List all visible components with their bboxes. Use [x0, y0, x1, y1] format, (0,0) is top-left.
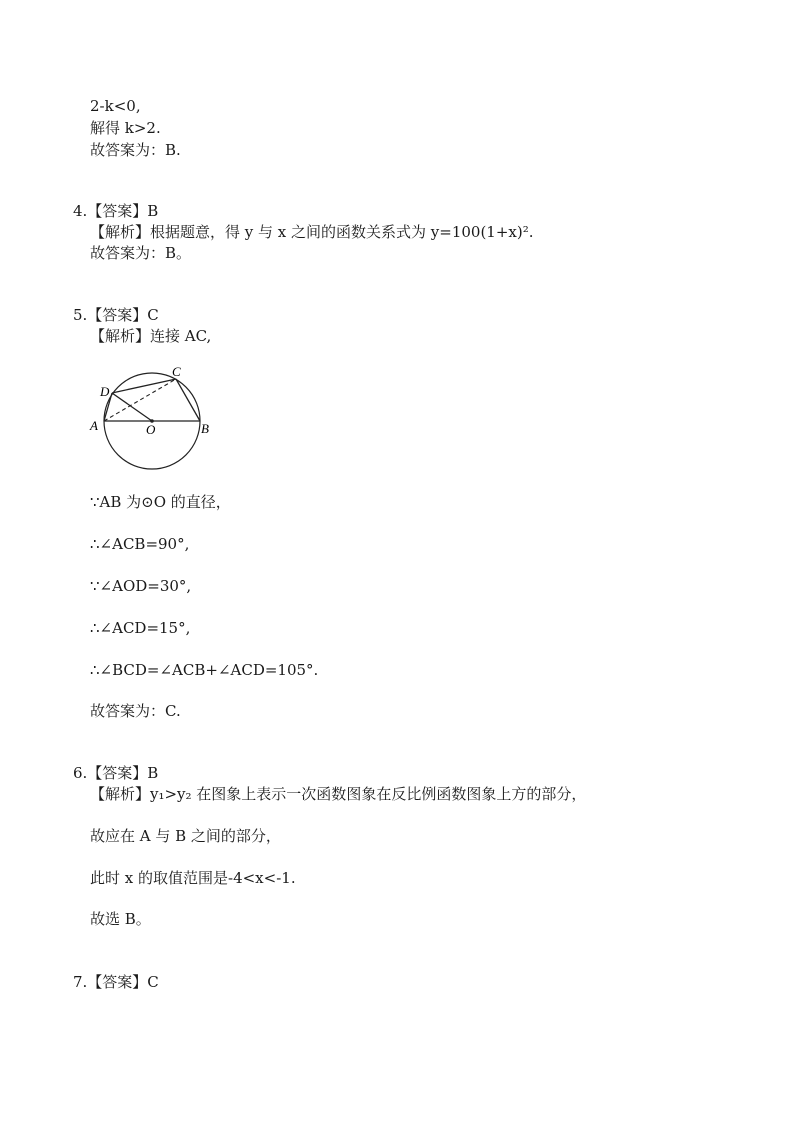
- svg-text:D: D: [100, 384, 110, 399]
- circle-geometry-diagram: [85, 360, 225, 484]
- svg-text:B: B: [201, 421, 209, 436]
- text-line: 故选 B。: [90, 910, 151, 928]
- svg-text:A: A: [90, 418, 98, 433]
- text-line: 5.【答案】C: [73, 306, 159, 324]
- text-line: 2-k<0,: [90, 97, 141, 115]
- text-line: 解得 k>2.: [90, 119, 161, 137]
- text-line: 【解析】根据题意，得 y 与 x 之间的函数关系式为 y=100(1+x)².: [90, 223, 534, 241]
- text-line: 6.【答案】B: [73, 764, 159, 782]
- text-line: ∴∠ACD=15°,: [90, 619, 191, 637]
- text-line: ∵AB 为⊙O 的直径，: [90, 493, 231, 511]
- svg-text:O: O: [146, 422, 156, 437]
- text-line: 7.【答案】C: [73, 973, 159, 991]
- text-line: 故答案为：B.: [90, 141, 181, 159]
- text-line: ∴∠ACB=90°,: [90, 535, 190, 553]
- text-line: 此时 x 的取值范围是-4<x<-1.: [90, 869, 296, 887]
- svg-text:C: C: [172, 364, 181, 379]
- text-line: 【解析】连接 AC,: [90, 327, 212, 345]
- text-line: ∴∠BCD=∠ACB+∠ACD=105°.: [90, 661, 319, 679]
- text-line: 【解析】y₁>y₂ 在图象上表示一次函数图象在反比例函数图象上方的部分，: [90, 785, 587, 803]
- text-line: 故应在 A 与 B 之间的部分，: [90, 827, 281, 845]
- text-line: 故答案为：B。: [90, 244, 192, 262]
- text-line: ∵∠AOD=30°,: [90, 577, 192, 595]
- text-line: 4.【答案】B: [73, 202, 159, 220]
- text-line: 故答案为：C.: [90, 702, 181, 720]
